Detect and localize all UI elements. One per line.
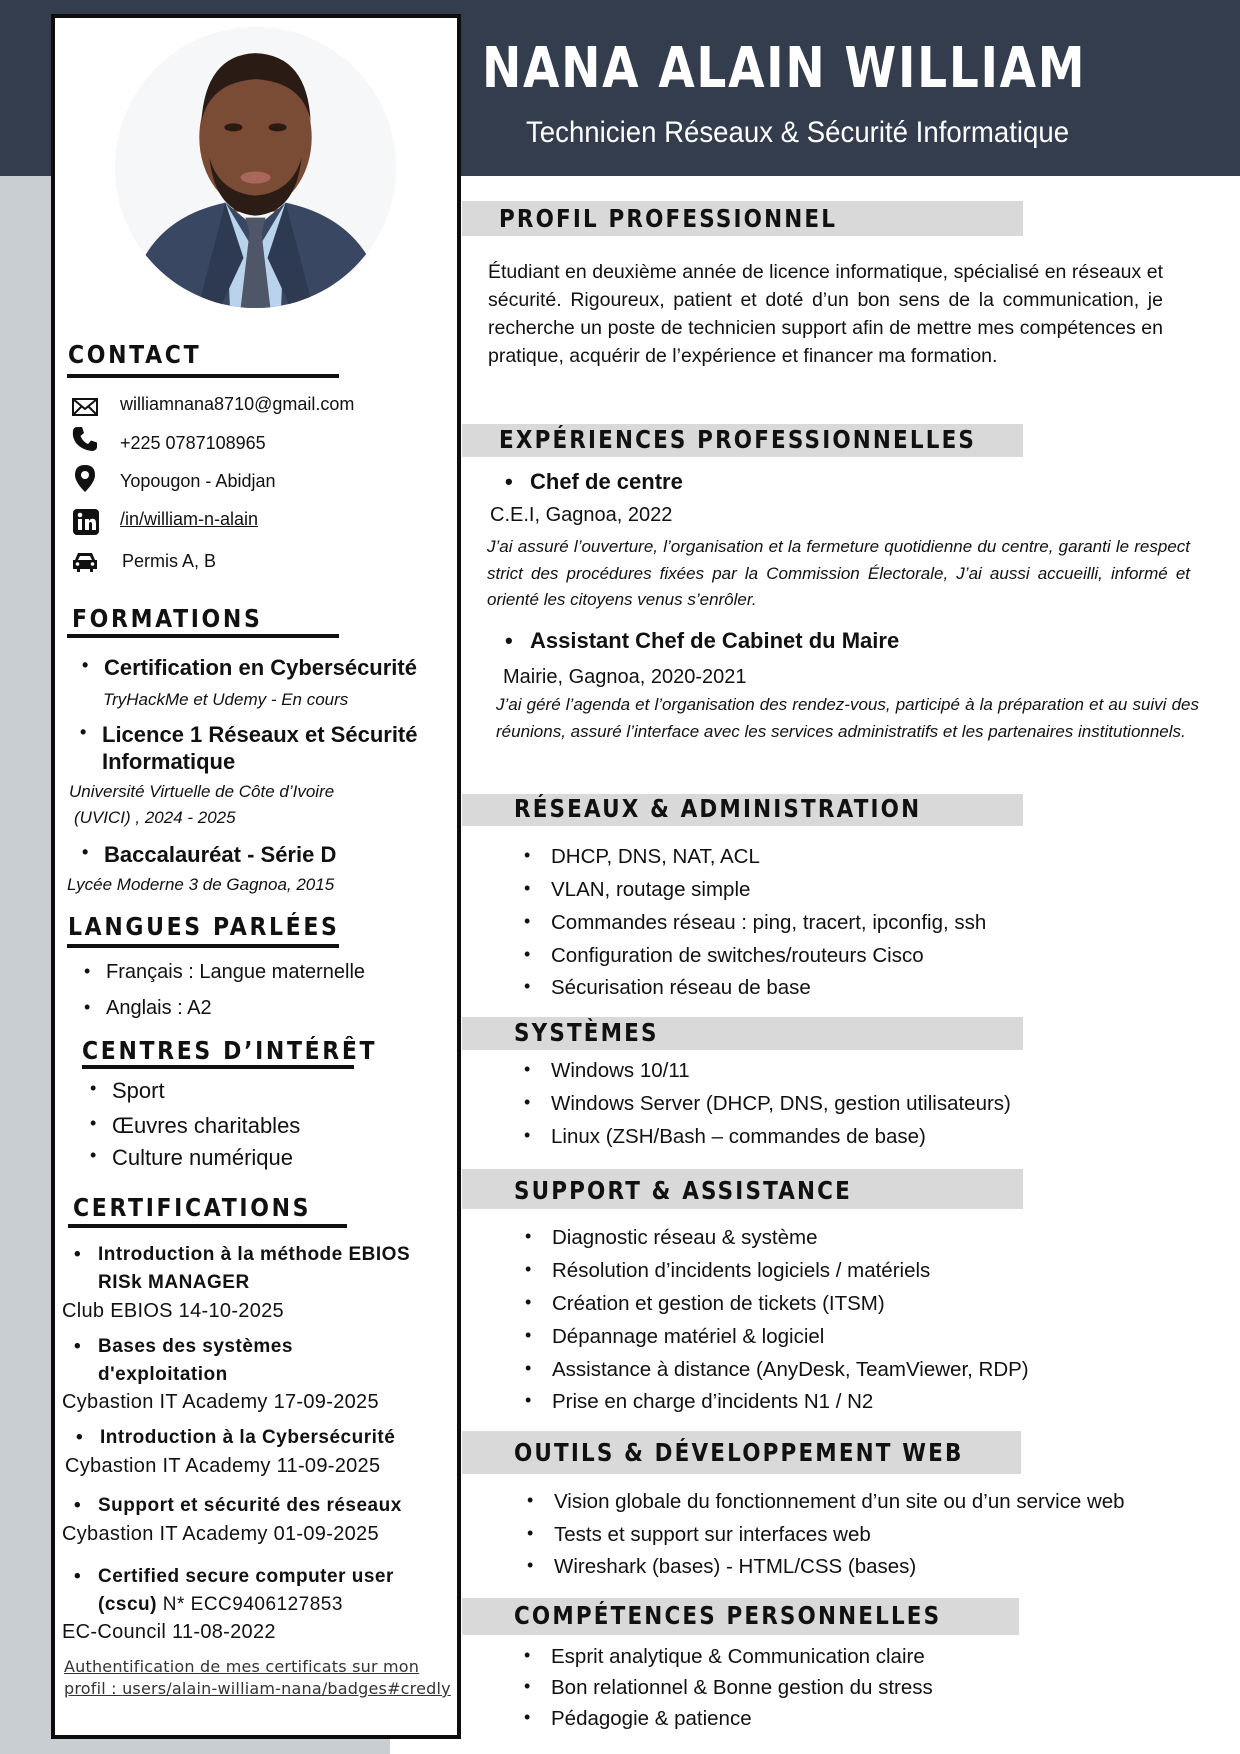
experience-meta: C.E.I, Gagnoa, 2022	[490, 504, 673, 526]
skill-item: • Assistance à distance (AnyDesk, TeamViewer, RDP)	[552, 1358, 1029, 1382]
certification-title: • Certified secure computer user (cscu) N* ECC9406127853	[98, 1563, 394, 1619]
networking-heading: RÉSEAUX & ADMINISTRATION	[514, 794, 922, 823]
formation-detail-continued: (UVICI) , 2024 - 2025	[74, 808, 236, 827]
certification-title: • Introduction à la Cybersécurité	[100, 1424, 395, 1452]
formation-title: • Certification en Cybersécurité	[104, 655, 417, 681]
experience-meta: Mairie, Gagnoa, 2020-2021	[503, 666, 747, 688]
skill-item: • Sécurisation réseau de base	[551, 976, 811, 1000]
skill-item: • Diagnostic réseau & système	[552, 1226, 817, 1250]
formation-detail: Université Virtuelle de Côte d’Ivoire	[69, 782, 335, 801]
experience-role: • Assistant Chef de Cabinet du Maire	[530, 628, 899, 654]
interest-item: • Sport	[112, 1078, 165, 1104]
formation-title-continued: Informatique	[102, 749, 236, 774]
mail-icon	[70, 392, 100, 422]
skill-item: • Pédagogie & patience	[551, 1707, 752, 1731]
certification-title: • Bases des systèmes d'exploitation	[98, 1333, 293, 1389]
contact-phone[interactable]: +225 0787108965	[120, 433, 266, 453]
contact-linkedin-link[interactable]: /in/william-n-alain	[120, 509, 259, 529]
skill-item: • Création et gestion de tickets (ITSM)	[552, 1292, 885, 1316]
support-heading: SUPPORT & ASSISTANCE	[514, 1176, 852, 1205]
experience-heading: EXPÉRIENCES PROFESSIONNELLES	[499, 425, 977, 454]
interests-heading-rule	[82, 1065, 354, 1069]
formation-title: • Licence 1 Réseaux et Sécurité	[102, 722, 418, 748]
certificates-verification-note: Authentification de mes certificats sur mon profil : users/alain-william-nana/badges#credly	[64, 1657, 451, 1698]
skill-item: • Tests et support sur interfaces web	[554, 1523, 871, 1547]
skill-item: • Vision globale du fonctionnement d’un site ou d’un service web	[554, 1490, 1125, 1514]
profile-heading: PROFIL PROFESSIONNEL	[499, 204, 838, 233]
contact-heading-rule	[67, 374, 339, 378]
skill-item: • Windows Server (DHCP, DNS, gestion utilisateurs)	[551, 1092, 1011, 1116]
car-icon	[70, 546, 100, 576]
certifications-heading-rule	[68, 1224, 347, 1228]
contact-license: Permis A, B	[122, 551, 217, 571]
skill-item: • Esprit analytique & Communication claire	[551, 1645, 925, 1669]
linkedin-icon	[71, 507, 101, 537]
skill-item: • Windows 10/11	[551, 1059, 690, 1083]
certification-issuer: Club EBIOS 14-10-2025	[62, 1300, 284, 1322]
credly-profile-link[interactable]: users/alain-william-nana/badges#credly	[122, 1679, 451, 1698]
certification-issuer: EC-Council 11-08-2022	[62, 1621, 276, 1643]
interest-item: • Culture numérique	[112, 1145, 293, 1171]
skill-item: • Résolution d’incidents logiciels / matériels	[552, 1259, 930, 1283]
interests-heading: CENTRES D’INTÉRÊT	[82, 1036, 378, 1065]
web-tools-heading: OUTILS & DÉVELOPPEMENT WEB	[514, 1438, 964, 1467]
skill-item: • Wireshark (bases) - HTML/CSS (bases)	[554, 1555, 916, 1579]
formation-detail: Lycée Moderne 3 de Gagnoa, 2015	[67, 875, 335, 894]
skill-item: • VLAN, routage simple	[551, 878, 750, 902]
languages-heading-rule	[67, 944, 339, 948]
skill-item: • Dépannage matériel & logiciel	[552, 1325, 824, 1349]
experience-description: J’ai assuré l’ouverture, l’organisation et la fermeture quotidienne du centre, garanti le respect strict des procédures fixées par la Commission Électorale, J’ai aussi accueilli, informé et orienté les citoyens venus s’enrôler.	[487, 537, 1190, 609]
skill-item: • Configuration de switches/routeurs Cisco	[551, 944, 924, 968]
experience-description: J’ai géré l’agenda et l’organisation des rendez-vous, participé à la préparation et au suivi des réunions, assuré l’interface avec les services administratifs et les partenaires institutionnels.	[496, 695, 1199, 741]
candidate-name: NANA ALAIN WILLIAM	[482, 36, 1087, 101]
skill-item: • Bon relationnel & Bonne gestion du stress	[551, 1676, 933, 1700]
skill-item: • Prise en charge d’incidents N1 / N2	[552, 1390, 873, 1414]
skill-item: • DHCP, DNS, NAT, ACL	[551, 845, 760, 869]
soft-skills-heading: COMPÉTENCES PERSONNELLES	[514, 1601, 942, 1630]
experience-role: • Chef de centre	[530, 469, 683, 495]
systems-heading: SYSTÈMES	[514, 1018, 659, 1047]
contact-heading: CONTACT	[68, 340, 202, 369]
contact-location: Yopougon - Abidjan	[120, 471, 276, 491]
certification-title: • Support et sécurité des réseaux	[98, 1492, 402, 1520]
job-title: Technicien Réseaux & Sécurité Informatique	[526, 116, 1070, 149]
formations-heading-rule	[67, 634, 339, 638]
certification-issuer: Cybastion IT Academy 01-09-2025	[62, 1523, 379, 1545]
certification-issuer: Cybastion IT Academy 17-09-2025	[62, 1391, 379, 1413]
interest-item: • Œuvres charitables	[112, 1113, 300, 1139]
language-item: • Français : Langue maternelle	[106, 961, 365, 984]
location-pin-icon	[70, 463, 100, 493]
certifications-heading: CERTIFICATIONS	[73, 1193, 312, 1222]
profile-photo	[115, 27, 396, 308]
certification-title: • Introduction à la méthode EBIOS RISk MANAGER	[98, 1241, 410, 1297]
phone-icon	[70, 424, 100, 454]
certification-issuer: Cybastion IT Academy 11-09-2025	[65, 1455, 381, 1477]
skill-item: • Linux (ZSH/Bash – commandes de base)	[551, 1125, 926, 1149]
formation-title: • Baccalauréat - Série D	[104, 842, 336, 868]
portrait-illustration	[115, 27, 396, 308]
profile-summary: Étudiant en deuxième année de licence informatique, spécialisé en réseaux et sécurité. Rigoureux, patient et doté d’un bon sens de la communication, je recherche un poste de technicien support afin de mettre mes compétences en pratique, acquérir de l’expérience et financer ma formation.	[488, 261, 1163, 367]
contact-email[interactable]: williamnana8710@gmail.com	[120, 394, 355, 414]
language-item: • Anglais : A2	[106, 997, 212, 1020]
languages-heading: LANGUES PARLÉES	[68, 912, 340, 941]
formation-detail: TryHackMe et Udemy - En cours	[103, 690, 349, 709]
skill-item: • Commandes réseau : ping, tracert, ipconfig, ssh	[551, 911, 986, 935]
formations-heading: FORMATIONS	[72, 604, 263, 633]
